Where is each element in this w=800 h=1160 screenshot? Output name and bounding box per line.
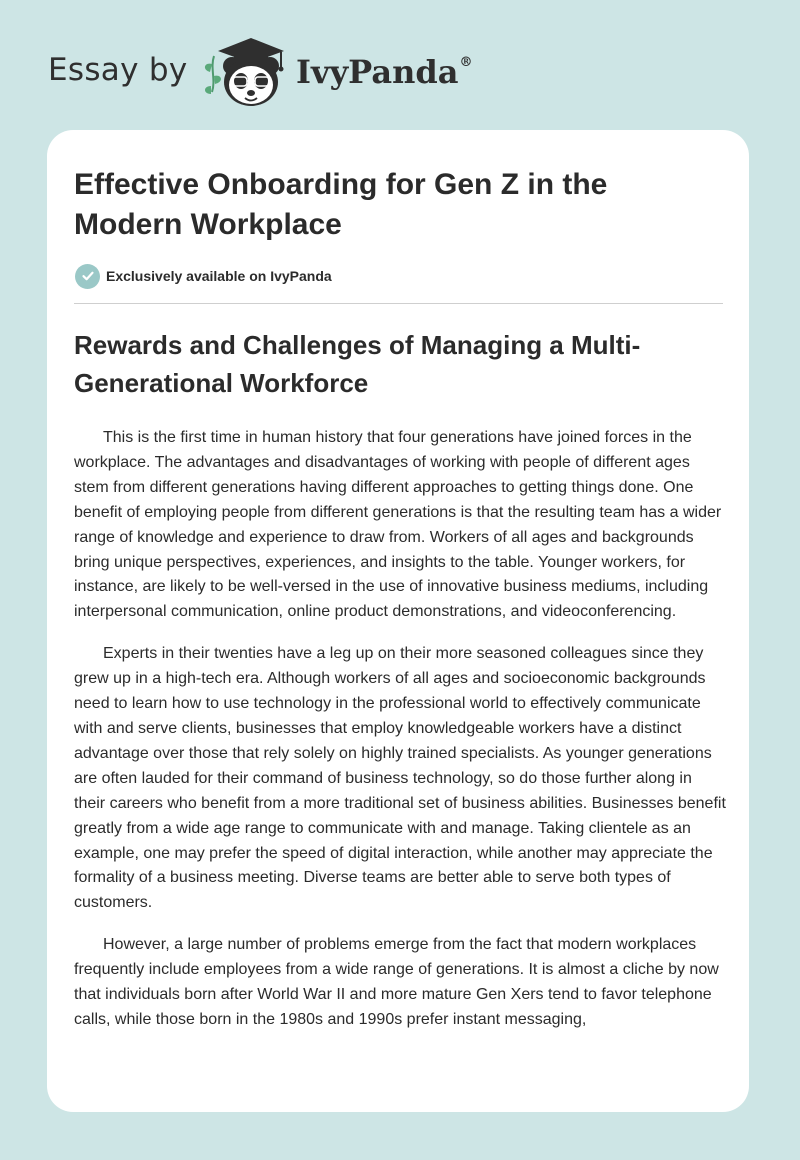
divider bbox=[74, 303, 723, 304]
essay-by-label: Essay by bbox=[48, 52, 188, 88]
paragraph: This is the first time in human history that four generations have joined forces in the workplace. The advantages and disadvantages of working with people of different ages stem from different generations having different approaches to getting things done. One benefit of employing people from different generations is that the resulting team has a wider range of knowledge and experience to draw from. Workers of all ages and backgrounds bring unique perspectives, experiences, and insights to the table. Younger workers, for instance, are likely to be well-versed in the use of innovative business mediums, including interpersonal communication, online product demonstrations, and videoconferencing. bbox=[74, 429, 722, 621]
paragraph: Experts in their twenties have a leg up on their more seasoned colleagues since they grew up in a high-tech era. Although workers of all ages and socioeconomic backgrounds need to learn how to use technology in the professional world to effectively communicate with and serve clients, businesses that employ knowledgeable workers have a distinct advantage over those that rely solely on highly trained specialists. As younger generations are often lauded for their command of business technology, so do those further along in their careers who benefit from a more traditional set of business abilities. Businesses benefit greatly from a wide age range to communicate with and manage. Taking clientele as an example, one may prefer the speed of digital interaction, while another may appreciate the formality of a business meeting. Diverse teams are better able to serve both types of customers. bbox=[74, 645, 726, 912]
essay-body bbox=[74, 426, 726, 1050]
exclusive-badge bbox=[75, 263, 332, 289]
badge-label: Exclusively available on IvyPanda bbox=[106, 268, 332, 284]
paragraph: However, a large number of problems emerge from the fact that modern workplaces frequently include employees from a wide range of generations. It is almost a cliche by now that individuals born after World War II and more mature Gen Xers tend to favor telephone calls, while those born in the 1980s and 1990s prefer instant messaging, bbox=[74, 936, 719, 1028]
registered-mark: ® bbox=[459, 55, 473, 70]
panda-graduate-icon[interactable] bbox=[200, 34, 292, 110]
page-title: Effective Onboarding for Gen Z in the Modern Workplace bbox=[74, 168, 608, 241]
check-circle-icon bbox=[75, 264, 100, 289]
essay-card bbox=[47, 130, 749, 1112]
site-header bbox=[0, 0, 800, 130]
brand-name: IvyPanda bbox=[296, 53, 459, 91]
section-heading: Rewards and Challenges of Managing a Multi-Generational Workforce bbox=[74, 330, 641, 398]
brand-logo-text[interactable] bbox=[296, 53, 472, 91]
